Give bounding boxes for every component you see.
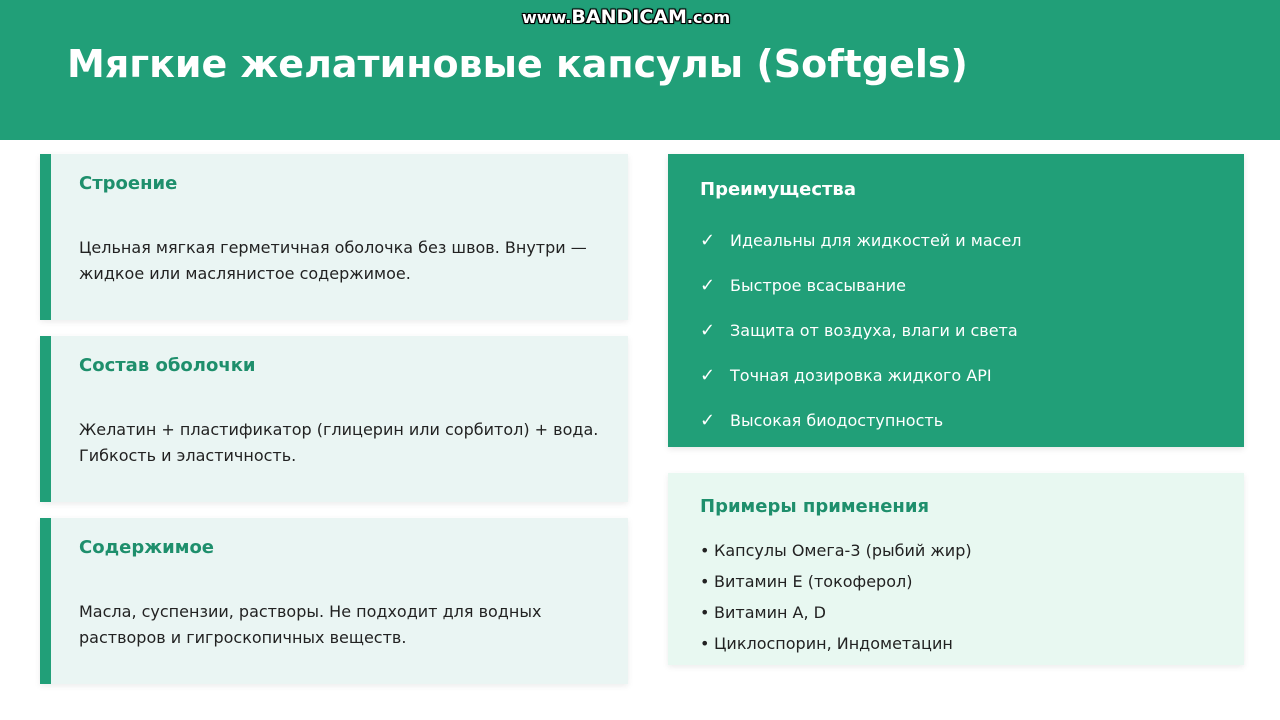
bullet-icon: • [700, 541, 710, 560]
card-title: Состав оболочки [79, 355, 256, 376]
card-accent-bar [40, 336, 51, 502]
card-body: Цельная мягкая герметичная оболочка без швов. Внутри — жидкое или маслянистое содержимое. [79, 238, 587, 283]
example-text: Витамин A, D [714, 603, 826, 622]
example-item [700, 601, 972, 632]
checkmark-icon: ✓ [700, 230, 716, 251]
advantage-item [700, 364, 1022, 409]
bullet-icon: • [700, 634, 710, 653]
example-item [700, 632, 972, 663]
card-title: Строение [79, 173, 178, 194]
bullet-icon: • [700, 572, 710, 591]
examples-list [700, 539, 972, 663]
example-item [700, 539, 972, 570]
example-text: Витамин E (токоферол) [714, 572, 913, 591]
watermark-prefix: www. [522, 8, 572, 27]
card-body: Желатин + пластификатор (глицерин или сорбитол) + вода. Гибкость и эластичность. [79, 420, 599, 465]
example-text: Капсулы Омега-3 (рыбий жир) [714, 541, 972, 560]
advantage-text: Защита от воздуха, влаги и света [730, 321, 1018, 340]
examples-panel [668, 473, 1244, 665]
checkmark-icon: ✓ [700, 365, 716, 386]
card-shell-composition [40, 336, 628, 502]
advantages-list [700, 229, 1022, 454]
advantage-item [700, 409, 1022, 454]
examples-title: Примеры применения [700, 496, 930, 517]
card-title: Содержимое [79, 537, 215, 558]
watermark-brand: BANDICAM [571, 6, 687, 28]
checkmark-icon: ✓ [700, 275, 716, 296]
card-body: Масла, суспензии, растворы. Не подходит для водных растворов и гигроскопичных веществ. [79, 602, 542, 647]
watermark-suffix: .com [686, 8, 731, 27]
advantages-panel [668, 154, 1244, 447]
card-contents [40, 518, 628, 684]
example-item [700, 570, 972, 601]
advantage-item [700, 319, 1022, 364]
advantage-item [700, 274, 1022, 319]
example-text: Циклоспорин, Индометацин [714, 634, 953, 653]
advantage-text: Идеальны для жидкостей и масел [730, 231, 1022, 250]
advantage-text: Быстрое всасывание [730, 276, 906, 295]
advantage-text: Высокая биодоступность [730, 411, 944, 430]
bullet-icon: • [700, 603, 710, 622]
card-accent-bar [40, 154, 51, 320]
card-accent-bar [40, 518, 51, 684]
checkmark-icon: ✓ [700, 410, 716, 431]
card-structure [40, 154, 628, 320]
advantage-item [700, 229, 1022, 274]
recorder-watermark [522, 6, 730, 28]
advantage-text: Точная дозировка жидкого API [730, 366, 992, 385]
checkmark-icon: ✓ [700, 320, 716, 341]
advantages-title: Преимущества [700, 179, 856, 200]
slide-title: Мягкие желатиновые капсулы (Softgels) [67, 42, 968, 86]
